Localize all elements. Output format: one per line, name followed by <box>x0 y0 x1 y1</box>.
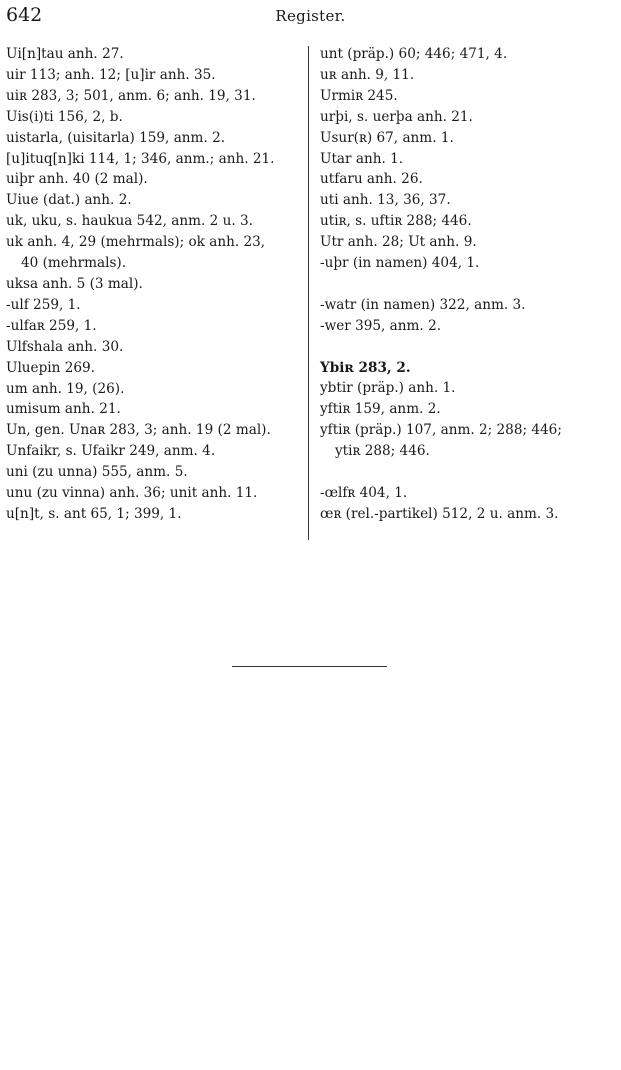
register-entry: utiʀ, s. uftiʀ 288; 446. <box>320 213 472 230</box>
register-entry: uni (zu unna) 555, anm. 5. <box>6 464 188 481</box>
register-entry: -watr (in namen) 322, anm. 3. <box>320 296 526 313</box>
register-entry: Utr anh. 28; Ut anh. 9. <box>320 234 477 251</box>
register-entry-section-head: Ybiʀ 283, 2. <box>320 359 411 376</box>
register-entry: œʀ (rel.-partikel) 512, 2 u. anm. 3. <box>320 505 559 522</box>
running-header: Register. <box>275 7 346 25</box>
end-rule <box>232 666 387 667</box>
register-entry: unt (präp.) 60; 446; 471, 4. <box>320 46 508 62</box>
register-entry: -ulf 259, 1. <box>6 296 81 313</box>
register-entry: yftiʀ (präp.) 107, anm. 2; 288; 446; <box>320 422 562 439</box>
register-entry: uti anh. 13, 36, 37. <box>320 192 451 209</box>
register-entry: -uþr (in namen) 404, 1. <box>320 255 480 272</box>
left-column <box>6 44 302 525</box>
register-entry: uiþr anh. 40 (2 mal). <box>6 171 148 188</box>
register-entry: utfaru anh. 26. <box>320 171 423 188</box>
register-entry: uk anh. 4, 29 (mehrmals); ok anh. 23, <box>6 234 266 251</box>
register-entry: uir 113; anh. 12; [u]ir anh. 35. <box>6 66 216 83</box>
register-entry: um anh. 19, (26). <box>6 380 125 397</box>
register-entry: uiʀ 283, 3; 501, anm. 6; anh. 19, 31. <box>6 87 256 104</box>
register-entry: uistarla, (uisitarla) 159, anm. 2. <box>6 129 226 146</box>
register-entry: umisum anh. 21. <box>6 401 121 418</box>
register-entry: -ulfaʀ 259, 1. <box>6 317 97 334</box>
register-entry: Usur(ʀ) 67, anm. 1. <box>320 129 454 146</box>
page-number: 642 <box>6 4 43 26</box>
register-entry: Un, gen. Unaʀ 283, 3; anh. 19 (2 mal). <box>6 422 271 439</box>
register-entry: Ulfshala anh. 30. <box>6 338 124 355</box>
register-entry-continuation: 40 (mehrmals). <box>21 255 127 272</box>
register-entry: Uluepin 269. <box>6 359 95 376</box>
register-entry: -œlfʀ 404, 1. <box>320 484 408 501</box>
register-entry-continuation: ytiʀ 288; 446. <box>335 443 430 460</box>
column-divider <box>308 46 309 540</box>
register-entry: u[n]t, s. ant 65, 1; 399, 1. <box>6 505 182 522</box>
register-entry: uʀ anh. 9, 11. <box>320 66 415 83</box>
register-entry: urþi, s. uerþa anh. 21. <box>320 108 473 125</box>
register-entry: Uis(i)ti 156, 2, b. <box>6 108 123 125</box>
register-entry: uk, uku, s. haukua 542, anm. 2 u. 3. <box>6 213 253 230</box>
register-entry: ybtir (präp.) anh. 1. <box>320 380 456 397</box>
register-entry: Unfaikr, s. Ufaikr 249, anm. 4. <box>6 443 216 460</box>
register-entry: yftiʀ 159, anm. 2. <box>320 401 441 418</box>
register-entry: Utar anh. 1. <box>320 150 404 167</box>
right-column <box>320 44 616 525</box>
register-entry: Uiue (dat.) anh. 2. <box>6 192 132 209</box>
register-entry: [u]ituq[n]ki 114, 1; 346, anm.; anh. 21. <box>6 150 275 167</box>
register-entry: Urmiʀ 245. <box>320 87 398 104</box>
register-entry: uksa anh. 5 (3 mal). <box>6 275 143 292</box>
register-entry: Ui[n]tau anh. 27. <box>6 46 124 62</box>
register-entry: unu (zu vinna) anh. 36; unit anh. 11. <box>6 485 258 502</box>
register-entry: -wer 395, anm. 2. <box>320 317 442 334</box>
